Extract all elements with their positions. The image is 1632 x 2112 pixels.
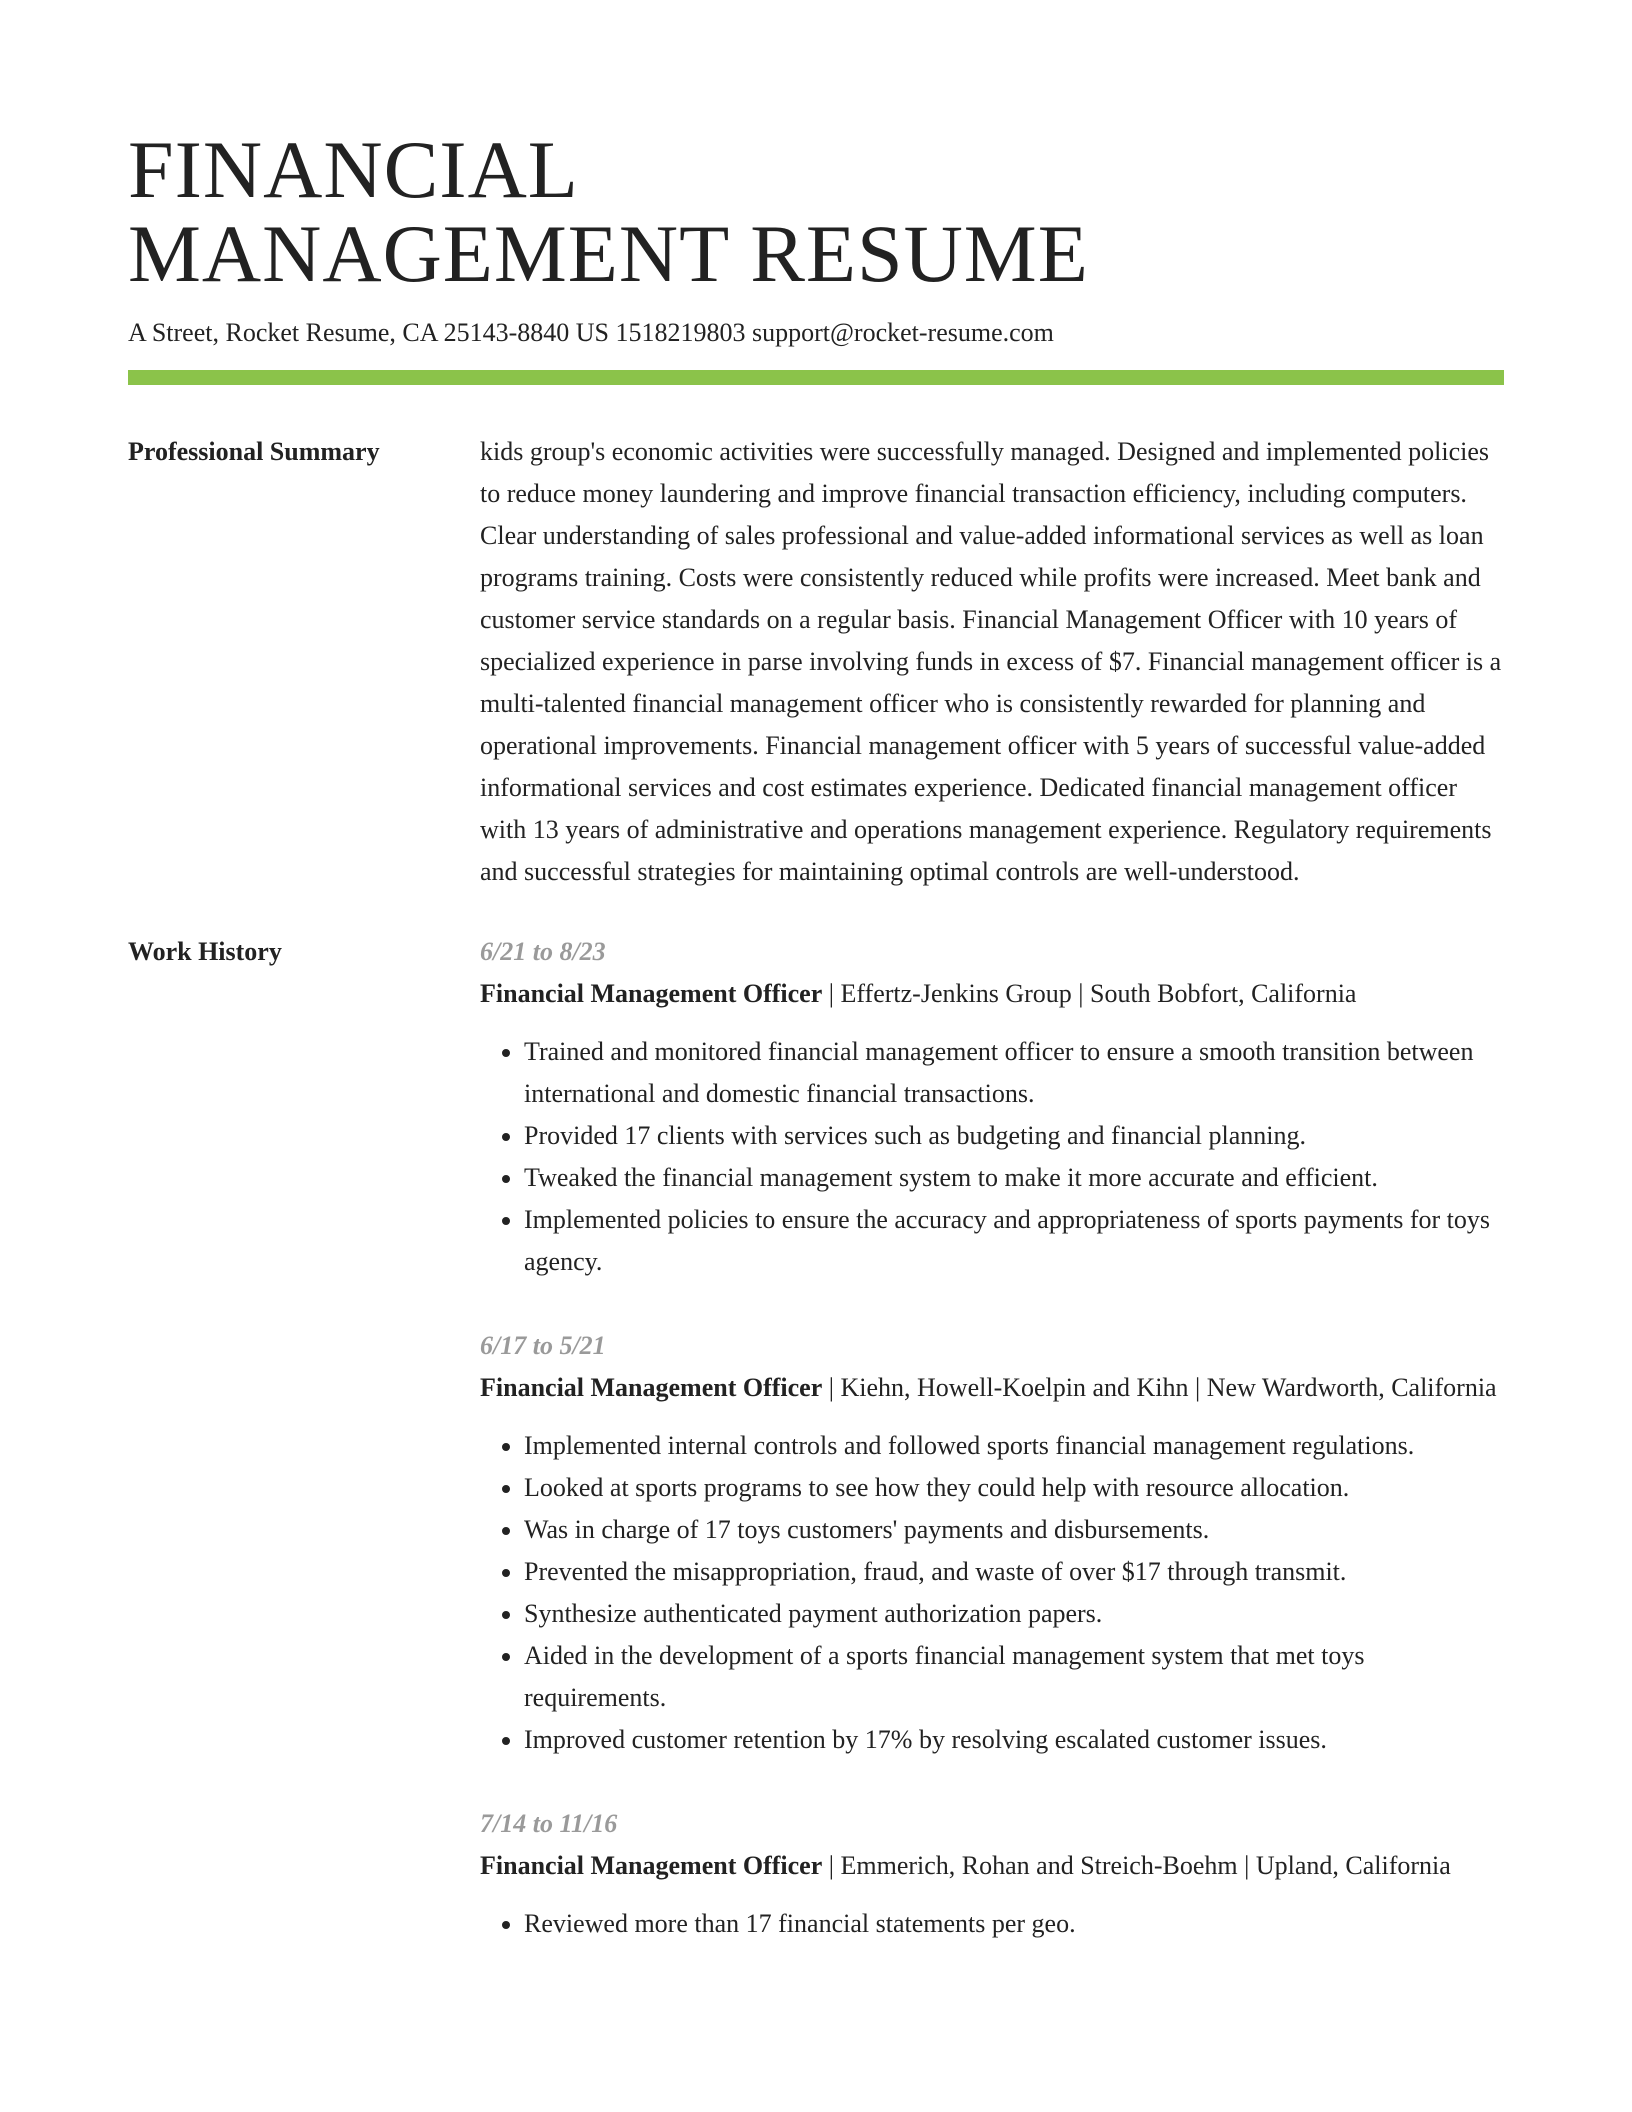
professional-summary-section <box>128 431 1504 893</box>
job-location: | New Wardworth, California <box>1189 1373 1497 1402</box>
job-bullet-list <box>480 1425 1504 1761</box>
job-bullet: • Implemented policies to ensure the accuracy and appropriateness of sports payments for toys agency. <box>524 1199 1504 1283</box>
job-dates: 7/14 to 11/16 <box>480 1809 618 1838</box>
job-bullet: • Aided in the development of a sports financial management system that met toys requirements. <box>524 1635 1504 1719</box>
contact-address: A Street, Rocket Resume, CA 25143-8840 US <box>128 318 609 347</box>
job-bullet-list <box>480 1903 1504 1945</box>
title-line-1: FINANCIAL <box>128 124 579 215</box>
job-company: | Effertz-Jenkins Group <box>822 979 1072 1008</box>
job-heading <box>480 1845 1504 1887</box>
job-dates: 6/21 to 8/23 <box>480 937 606 966</box>
work-history-section <box>128 931 1504 1987</box>
job-title: Financial Management Officer <box>480 1373 823 1402</box>
job-heading <box>480 973 1504 1015</box>
job-entry <box>480 1325 1504 1761</box>
job-entry <box>480 1803 1504 1945</box>
work-history-list <box>480 931 1504 1987</box>
job-bullet: • Implemented internal controls and followed sports financial management regulations. <box>524 1425 1504 1467</box>
job-heading <box>480 1367 1504 1409</box>
job-entry <box>480 931 1504 1283</box>
title-line-2: MANAGEMENT RESUME <box>128 208 1089 299</box>
contact-phone: 1518219803 <box>615 318 746 347</box>
job-bullet: • Provided 17 clients with services such as budgeting and financial planning. <box>524 1115 1504 1157</box>
contact-email[interactable]: support@rocket-resume.com <box>751 318 1054 347</box>
summary-text: kids group's economic activities were successfully managed. Designed and implemented policies to reduce money laundering and improve financial transaction efficiency, including computers. Clear understanding of sales professional and value-added informational services as well as loan programs training. Costs were consistently reduced while profits were increased. Meet bank and customer service standards on a regular basis. Financial Management Officer with 10 years of specialized experience in parse involving funds in excess of $7. Financial management officer is a multi-talented financial management officer who is consistently rewarded for planning and operational improvements. Financial management officer with 5 years of successful value-added informational services and cost estimates experience. Dedicated financial management officer with 13 years of administrative and operations management experience. Regulatory requirements and successful strategies for maintaining optimal controls are well-understood. <box>480 437 1502 886</box>
job-bullet: • Was in charge of 17 toys customers' payments and disbursements. <box>524 1509 1504 1551</box>
job-location: | Upland, California <box>1238 1851 1451 1880</box>
job-bullet: • Trained and monitored financial management officer to ensure a smooth transition between international and domestic financial transactions. <box>524 1031 1504 1115</box>
job-title: Financial Management Officer <box>480 979 823 1008</box>
job-location: | South Bobfort, California <box>1072 979 1357 1008</box>
job-company: | Kiehn, Howell-Koelpin and Kihn <box>822 1373 1188 1402</box>
job-bullet: • Prevented the misappropriation, fraud, and waste of over $17 through transmit. <box>524 1551 1504 1593</box>
job-title: Financial Management Officer <box>480 1851 823 1880</box>
job-bullet: • Synthesize authenticated payment authorization papers. <box>524 1593 1504 1635</box>
job-bullet: • Reviewed more than 17 financial statements per geo. <box>524 1903 1504 1945</box>
job-bullet: • Improved customer retention by 17% by resolving escalated customer issues. <box>524 1719 1504 1761</box>
job-company: | Emmerich, Rohan and Streich-Boehm <box>822 1851 1237 1880</box>
job-bullet-list <box>480 1031 1504 1283</box>
resume-page <box>128 0 1504 1987</box>
job-bullet: • Tweaked the financial management system to make it more accurate and efficient. <box>524 1157 1504 1199</box>
contact-line <box>128 316 1504 350</box>
accent-divider <box>128 370 1504 385</box>
job-bullet: • Looked at sports programs to see how they could help with resource allocation. <box>524 1467 1504 1509</box>
section-label-summary: Professional Summary <box>128 437 380 466</box>
job-dates: 6/17 to 5/21 <box>480 1331 606 1360</box>
resume-title <box>128 124 1504 299</box>
section-label-work: Work History <box>128 937 282 966</box>
